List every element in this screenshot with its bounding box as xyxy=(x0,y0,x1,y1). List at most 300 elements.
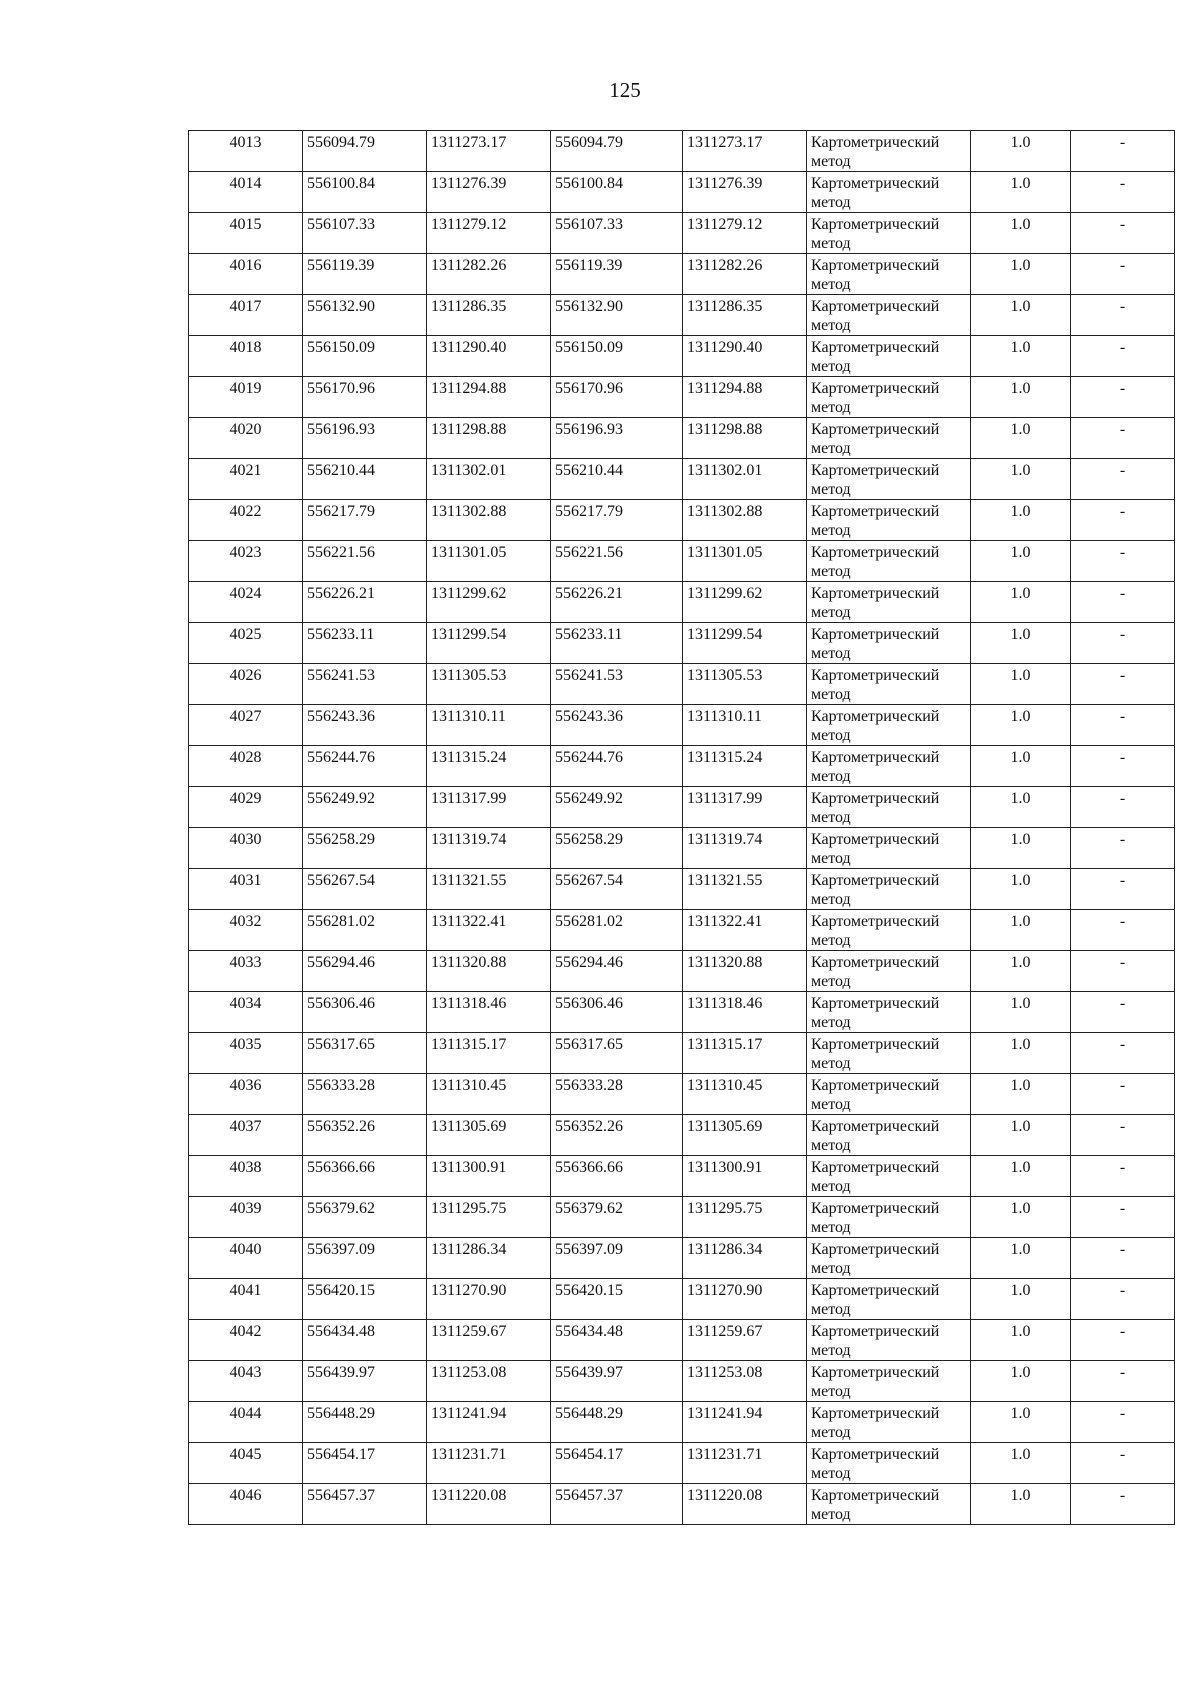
x-old-cell: 556457.37 xyxy=(303,1484,427,1525)
y-old-cell: 1311286.34 xyxy=(427,1238,551,1279)
point-id-cell: 4022 xyxy=(189,500,303,541)
x-new-cell: 556119.39 xyxy=(551,254,683,295)
point-id-cell: 4043 xyxy=(189,1361,303,1402)
accuracy-cell: 1.0 xyxy=(971,1484,1071,1525)
y-old-cell: 1311286.35 xyxy=(427,295,551,336)
accuracy-cell: 1.0 xyxy=(971,705,1071,746)
y-new-cell: 1311317.99 xyxy=(683,787,807,828)
x-new-cell: 556457.37 xyxy=(551,1484,683,1525)
note-cell: - xyxy=(1071,910,1175,951)
x-old-cell: 556243.36 xyxy=(303,705,427,746)
y-old-cell: 1311299.62 xyxy=(427,582,551,623)
y-new-cell: 1311299.62 xyxy=(683,582,807,623)
x-old-cell: 556150.09 xyxy=(303,336,427,377)
x-old-cell: 556306.46 xyxy=(303,992,427,1033)
point-id-cell: 4014 xyxy=(189,172,303,213)
table-row xyxy=(189,459,1175,500)
point-id-cell: 4045 xyxy=(189,1443,303,1484)
note-cell: - xyxy=(1071,254,1175,295)
accuracy-cell: 1.0 xyxy=(971,418,1071,459)
y-new-cell: 1311305.69 xyxy=(683,1115,807,1156)
point-id-cell: 4046 xyxy=(189,1484,303,1525)
y-new-cell: 1311321.55 xyxy=(683,869,807,910)
table-row xyxy=(189,131,1175,172)
x-old-cell: 556170.96 xyxy=(303,377,427,418)
x-new-cell: 556226.21 xyxy=(551,582,683,623)
x-old-cell: 556448.29 xyxy=(303,1402,427,1443)
y-old-cell: 1311298.88 xyxy=(427,418,551,459)
note-cell: - xyxy=(1071,131,1175,172)
y-new-cell: 1311300.91 xyxy=(683,1156,807,1197)
accuracy-cell: 1.0 xyxy=(971,1402,1071,1443)
method-cell: Картометрический метод xyxy=(807,541,971,582)
method-cell: Картометрический метод xyxy=(807,1402,971,1443)
point-id-cell: 4035 xyxy=(189,1033,303,1074)
y-old-cell: 1311270.90 xyxy=(427,1279,551,1320)
x-new-cell: 556379.62 xyxy=(551,1197,683,1238)
point-id-cell: 4018 xyxy=(189,336,303,377)
x-new-cell: 556420.15 xyxy=(551,1279,683,1320)
y-new-cell: 1311302.01 xyxy=(683,459,807,500)
x-new-cell: 556170.96 xyxy=(551,377,683,418)
note-cell: - xyxy=(1071,1033,1175,1074)
point-id-cell: 4017 xyxy=(189,295,303,336)
y-old-cell: 1311302.88 xyxy=(427,500,551,541)
y-new-cell: 1311294.88 xyxy=(683,377,807,418)
note-cell: - xyxy=(1071,541,1175,582)
note-cell: - xyxy=(1071,1361,1175,1402)
table-row xyxy=(189,1443,1175,1484)
note-cell: - xyxy=(1071,951,1175,992)
y-new-cell: 1311286.34 xyxy=(683,1238,807,1279)
table-row xyxy=(189,705,1175,746)
y-old-cell: 1311276.39 xyxy=(427,172,551,213)
y-new-cell: 1311282.26 xyxy=(683,254,807,295)
y-new-cell: 1311319.74 xyxy=(683,828,807,869)
x-old-cell: 556249.92 xyxy=(303,787,427,828)
x-new-cell: 556258.29 xyxy=(551,828,683,869)
method-cell: Картометрический метод xyxy=(807,377,971,418)
x-new-cell: 556267.54 xyxy=(551,869,683,910)
y-new-cell: 1311310.45 xyxy=(683,1074,807,1115)
table-row xyxy=(189,1402,1175,1443)
y-old-cell: 1311231.71 xyxy=(427,1443,551,1484)
x-new-cell: 556397.09 xyxy=(551,1238,683,1279)
method-cell: Картометрический метод xyxy=(807,828,971,869)
method-cell: Картометрический метод xyxy=(807,1238,971,1279)
note-cell: - xyxy=(1071,1279,1175,1320)
accuracy-cell: 1.0 xyxy=(971,1279,1071,1320)
y-new-cell: 1311302.88 xyxy=(683,500,807,541)
y-old-cell: 1311319.74 xyxy=(427,828,551,869)
accuracy-cell: 1.0 xyxy=(971,869,1071,910)
note-cell: - xyxy=(1071,1320,1175,1361)
x-old-cell: 556233.11 xyxy=(303,623,427,664)
x-new-cell: 556434.48 xyxy=(551,1320,683,1361)
x-new-cell: 556217.79 xyxy=(551,500,683,541)
accuracy-cell: 1.0 xyxy=(971,992,1071,1033)
method-cell: Картометрический метод xyxy=(807,1197,971,1238)
x-old-cell: 556267.54 xyxy=(303,869,427,910)
method-cell: Картометрический метод xyxy=(807,459,971,500)
point-id-cell: 4019 xyxy=(189,377,303,418)
table-row xyxy=(189,1074,1175,1115)
x-old-cell: 556420.15 xyxy=(303,1279,427,1320)
y-new-cell: 1311231.71 xyxy=(683,1443,807,1484)
method-cell: Картометрический метод xyxy=(807,1484,971,1525)
y-new-cell: 1311301.05 xyxy=(683,541,807,582)
y-old-cell: 1311299.54 xyxy=(427,623,551,664)
method-cell: Картометрический метод xyxy=(807,500,971,541)
accuracy-cell: 1.0 xyxy=(971,131,1071,172)
point-id-cell: 4032 xyxy=(189,910,303,951)
table-row xyxy=(189,951,1175,992)
x-old-cell: 556100.84 xyxy=(303,172,427,213)
y-new-cell: 1311298.88 xyxy=(683,418,807,459)
point-id-cell: 4039 xyxy=(189,1197,303,1238)
method-cell: Картометрический метод xyxy=(807,1074,971,1115)
method-cell: Картометрический метод xyxy=(807,746,971,787)
x-old-cell: 556226.21 xyxy=(303,582,427,623)
y-new-cell: 1311259.67 xyxy=(683,1320,807,1361)
note-cell: - xyxy=(1071,1115,1175,1156)
table-row xyxy=(189,1484,1175,1525)
y-new-cell: 1311241.94 xyxy=(683,1402,807,1443)
y-old-cell: 1311290.40 xyxy=(427,336,551,377)
note-cell: - xyxy=(1071,1443,1175,1484)
point-id-cell: 4026 xyxy=(189,664,303,705)
table-row xyxy=(189,664,1175,705)
point-id-cell: 4029 xyxy=(189,787,303,828)
table-row xyxy=(189,582,1175,623)
accuracy-cell: 1.0 xyxy=(971,623,1071,664)
table-row xyxy=(189,500,1175,541)
x-old-cell: 556397.09 xyxy=(303,1238,427,1279)
y-old-cell: 1311302.01 xyxy=(427,459,551,500)
x-new-cell: 556150.09 xyxy=(551,336,683,377)
accuracy-cell: 1.0 xyxy=(971,541,1071,582)
y-old-cell: 1311320.88 xyxy=(427,951,551,992)
x-new-cell: 556100.84 xyxy=(551,172,683,213)
point-id-cell: 4031 xyxy=(189,869,303,910)
accuracy-cell: 1.0 xyxy=(971,582,1071,623)
y-new-cell: 1311253.08 xyxy=(683,1361,807,1402)
x-old-cell: 556119.39 xyxy=(303,254,427,295)
note-cell: - xyxy=(1071,1197,1175,1238)
method-cell: Картометрический метод xyxy=(807,254,971,295)
x-old-cell: 556352.26 xyxy=(303,1115,427,1156)
x-new-cell: 556454.17 xyxy=(551,1443,683,1484)
accuracy-cell: 1.0 xyxy=(971,1238,1071,1279)
x-old-cell: 556244.76 xyxy=(303,746,427,787)
x-new-cell: 556107.33 xyxy=(551,213,683,254)
x-old-cell: 556221.56 xyxy=(303,541,427,582)
y-new-cell: 1311315.17 xyxy=(683,1033,807,1074)
point-id-cell: 4036 xyxy=(189,1074,303,1115)
table-row xyxy=(189,910,1175,951)
accuracy-cell: 1.0 xyxy=(971,828,1071,869)
note-cell: - xyxy=(1071,1484,1175,1525)
y-new-cell: 1311286.35 xyxy=(683,295,807,336)
point-id-cell: 4023 xyxy=(189,541,303,582)
note-cell: - xyxy=(1071,295,1175,336)
method-cell: Картометрический метод xyxy=(807,336,971,377)
method-cell: Картометрический метод xyxy=(807,213,971,254)
x-old-cell: 556217.79 xyxy=(303,500,427,541)
accuracy-cell: 1.0 xyxy=(971,787,1071,828)
accuracy-cell: 1.0 xyxy=(971,1197,1071,1238)
x-old-cell: 556294.46 xyxy=(303,951,427,992)
x-new-cell: 556241.53 xyxy=(551,664,683,705)
y-new-cell: 1311220.08 xyxy=(683,1484,807,1525)
x-new-cell: 556249.92 xyxy=(551,787,683,828)
method-cell: Картометрический метод xyxy=(807,623,971,664)
y-new-cell: 1311320.88 xyxy=(683,951,807,992)
table-row xyxy=(189,418,1175,459)
page-number: 125 xyxy=(609,78,641,102)
table-row xyxy=(189,1279,1175,1320)
accuracy-cell: 1.0 xyxy=(971,336,1071,377)
y-old-cell: 1311279.12 xyxy=(427,213,551,254)
table-row xyxy=(189,1033,1175,1074)
point-id-cell: 4030 xyxy=(189,828,303,869)
y-old-cell: 1311310.11 xyxy=(427,705,551,746)
y-old-cell: 1311305.69 xyxy=(427,1115,551,1156)
accuracy-cell: 1.0 xyxy=(971,664,1071,705)
method-cell: Картометрический метод xyxy=(807,992,971,1033)
table-row xyxy=(189,213,1175,254)
table-row xyxy=(189,623,1175,664)
x-old-cell: 556454.17 xyxy=(303,1443,427,1484)
x-new-cell: 556317.65 xyxy=(551,1033,683,1074)
accuracy-cell: 1.0 xyxy=(971,1443,1071,1484)
table-row xyxy=(189,172,1175,213)
y-new-cell: 1311310.11 xyxy=(683,705,807,746)
method-cell: Картометрический метод xyxy=(807,705,971,746)
note-cell: - xyxy=(1071,1402,1175,1443)
point-id-cell: 4025 xyxy=(189,623,303,664)
accuracy-cell: 1.0 xyxy=(971,295,1071,336)
x-old-cell: 556094.79 xyxy=(303,131,427,172)
table-row xyxy=(189,377,1175,418)
method-cell: Картометрический метод xyxy=(807,787,971,828)
x-new-cell: 556243.36 xyxy=(551,705,683,746)
y-new-cell: 1311305.53 xyxy=(683,664,807,705)
y-new-cell: 1311322.41 xyxy=(683,910,807,951)
accuracy-cell: 1.0 xyxy=(971,1115,1071,1156)
table-row xyxy=(189,787,1175,828)
y-new-cell: 1311290.40 xyxy=(683,336,807,377)
table-row xyxy=(189,746,1175,787)
note-cell: - xyxy=(1071,459,1175,500)
method-cell: Картометрический метод xyxy=(807,1156,971,1197)
x-old-cell: 556317.65 xyxy=(303,1033,427,1074)
note-cell: - xyxy=(1071,1074,1175,1115)
accuracy-cell: 1.0 xyxy=(971,1156,1071,1197)
accuracy-cell: 1.0 xyxy=(971,172,1071,213)
y-old-cell: 1311282.26 xyxy=(427,254,551,295)
note-cell: - xyxy=(1071,746,1175,787)
x-new-cell: 556132.90 xyxy=(551,295,683,336)
x-old-cell: 556281.02 xyxy=(303,910,427,951)
x-old-cell: 556439.97 xyxy=(303,1361,427,1402)
y-old-cell: 1311301.05 xyxy=(427,541,551,582)
table-row xyxy=(189,992,1175,1033)
table-row xyxy=(189,1361,1175,1402)
note-cell: - xyxy=(1071,869,1175,910)
note-cell: - xyxy=(1071,418,1175,459)
x-old-cell: 556132.90 xyxy=(303,295,427,336)
y-old-cell: 1311310.45 xyxy=(427,1074,551,1115)
table-row xyxy=(189,869,1175,910)
table-row xyxy=(189,336,1175,377)
method-cell: Картометрический метод xyxy=(807,418,971,459)
y-new-cell: 1311299.54 xyxy=(683,623,807,664)
x-new-cell: 556094.79 xyxy=(551,131,683,172)
y-old-cell: 1311321.55 xyxy=(427,869,551,910)
note-cell: - xyxy=(1071,500,1175,541)
y-old-cell: 1311317.99 xyxy=(427,787,551,828)
x-new-cell: 556366.66 xyxy=(551,1156,683,1197)
x-new-cell: 556244.76 xyxy=(551,746,683,787)
point-id-cell: 4024 xyxy=(189,582,303,623)
table-row xyxy=(189,1238,1175,1279)
y-old-cell: 1311315.17 xyxy=(427,1033,551,1074)
table-row xyxy=(189,1156,1175,1197)
x-old-cell: 556241.53 xyxy=(303,664,427,705)
table-row xyxy=(189,1320,1175,1361)
note-cell: - xyxy=(1071,377,1175,418)
method-cell: Картометрический метод xyxy=(807,295,971,336)
x-old-cell: 556366.66 xyxy=(303,1156,427,1197)
y-old-cell: 1311259.67 xyxy=(427,1320,551,1361)
point-id-cell: 4016 xyxy=(189,254,303,295)
method-cell: Картометрический метод xyxy=(807,582,971,623)
x-old-cell: 556333.28 xyxy=(303,1074,427,1115)
point-id-cell: 4038 xyxy=(189,1156,303,1197)
method-cell: Картометрический метод xyxy=(807,1320,971,1361)
y-new-cell: 1311315.24 xyxy=(683,746,807,787)
point-id-cell: 4041 xyxy=(189,1279,303,1320)
accuracy-cell: 1.0 xyxy=(971,1074,1071,1115)
x-new-cell: 556439.97 xyxy=(551,1361,683,1402)
accuracy-cell: 1.0 xyxy=(971,377,1071,418)
point-id-cell: 4028 xyxy=(189,746,303,787)
accuracy-cell: 1.0 xyxy=(971,213,1071,254)
point-id-cell: 4037 xyxy=(189,1115,303,1156)
x-new-cell: 556294.46 xyxy=(551,951,683,992)
x-old-cell: 556210.44 xyxy=(303,459,427,500)
note-cell: - xyxy=(1071,623,1175,664)
x-new-cell: 556221.56 xyxy=(551,541,683,582)
y-old-cell: 1311305.53 xyxy=(427,664,551,705)
accuracy-cell: 1.0 xyxy=(971,500,1071,541)
accuracy-cell: 1.0 xyxy=(971,1033,1071,1074)
x-old-cell: 556379.62 xyxy=(303,1197,427,1238)
x-old-cell: 556434.48 xyxy=(303,1320,427,1361)
x-new-cell: 556306.46 xyxy=(551,992,683,1033)
method-cell: Картометрический метод xyxy=(807,1115,971,1156)
y-old-cell: 1311300.91 xyxy=(427,1156,551,1197)
coordinates-table xyxy=(188,130,1175,1525)
method-cell: Картометрический метод xyxy=(807,131,971,172)
table-row xyxy=(189,1197,1175,1238)
point-id-cell: 4044 xyxy=(189,1402,303,1443)
method-cell: Картометрический метод xyxy=(807,172,971,213)
point-id-cell: 4042 xyxy=(189,1320,303,1361)
accuracy-cell: 1.0 xyxy=(971,254,1071,295)
note-cell: - xyxy=(1071,213,1175,254)
method-cell: Картометрический метод xyxy=(807,951,971,992)
note-cell: - xyxy=(1071,172,1175,213)
y-old-cell: 1311318.46 xyxy=(427,992,551,1033)
note-cell: - xyxy=(1071,787,1175,828)
x-new-cell: 556210.44 xyxy=(551,459,683,500)
x-new-cell: 556196.93 xyxy=(551,418,683,459)
method-cell: Картометрический метод xyxy=(807,1443,971,1484)
method-cell: Картометрический метод xyxy=(807,1361,971,1402)
point-id-cell: 4034 xyxy=(189,992,303,1033)
accuracy-cell: 1.0 xyxy=(971,746,1071,787)
x-new-cell: 556281.02 xyxy=(551,910,683,951)
note-cell: - xyxy=(1071,705,1175,746)
method-cell: Картометрический метод xyxy=(807,664,971,705)
x-old-cell: 556258.29 xyxy=(303,828,427,869)
table-row xyxy=(189,1115,1175,1156)
note-cell: - xyxy=(1071,336,1175,377)
table-row xyxy=(189,295,1175,336)
y-old-cell: 1311241.94 xyxy=(427,1402,551,1443)
accuracy-cell: 1.0 xyxy=(971,910,1071,951)
y-old-cell: 1311294.88 xyxy=(427,377,551,418)
x-new-cell: 556333.28 xyxy=(551,1074,683,1115)
y-old-cell: 1311295.75 xyxy=(427,1197,551,1238)
point-id-cell: 4040 xyxy=(189,1238,303,1279)
point-id-cell: 4015 xyxy=(189,213,303,254)
y-old-cell: 1311315.24 xyxy=(427,746,551,787)
y-new-cell: 1311270.90 xyxy=(683,1279,807,1320)
note-cell: - xyxy=(1071,582,1175,623)
y-new-cell: 1311276.39 xyxy=(683,172,807,213)
accuracy-cell: 1.0 xyxy=(971,1320,1071,1361)
table-row xyxy=(189,828,1175,869)
x-new-cell: 556233.11 xyxy=(551,623,683,664)
y-new-cell: 1311295.75 xyxy=(683,1197,807,1238)
accuracy-cell: 1.0 xyxy=(971,459,1071,500)
y-old-cell: 1311253.08 xyxy=(427,1361,551,1402)
y-new-cell: 1311279.12 xyxy=(683,213,807,254)
point-id-cell: 4021 xyxy=(189,459,303,500)
y-old-cell: 1311273.17 xyxy=(427,131,551,172)
accuracy-cell: 1.0 xyxy=(971,951,1071,992)
x-new-cell: 556448.29 xyxy=(551,1402,683,1443)
y-old-cell: 1311322.41 xyxy=(427,910,551,951)
x-new-cell: 556352.26 xyxy=(551,1115,683,1156)
point-id-cell: 4027 xyxy=(189,705,303,746)
method-cell: Картометрический метод xyxy=(807,1279,971,1320)
y-new-cell: 1311273.17 xyxy=(683,131,807,172)
method-cell: Картометрический метод xyxy=(807,1033,971,1074)
note-cell: - xyxy=(1071,664,1175,705)
accuracy-cell: 1.0 xyxy=(971,1361,1071,1402)
point-id-cell: 4033 xyxy=(189,951,303,992)
y-new-cell: 1311318.46 xyxy=(683,992,807,1033)
note-cell: - xyxy=(1071,828,1175,869)
y-old-cell: 1311220.08 xyxy=(427,1484,551,1525)
method-cell: Картометрический метод xyxy=(807,910,971,951)
point-id-cell: 4020 xyxy=(189,418,303,459)
note-cell: - xyxy=(1071,1156,1175,1197)
